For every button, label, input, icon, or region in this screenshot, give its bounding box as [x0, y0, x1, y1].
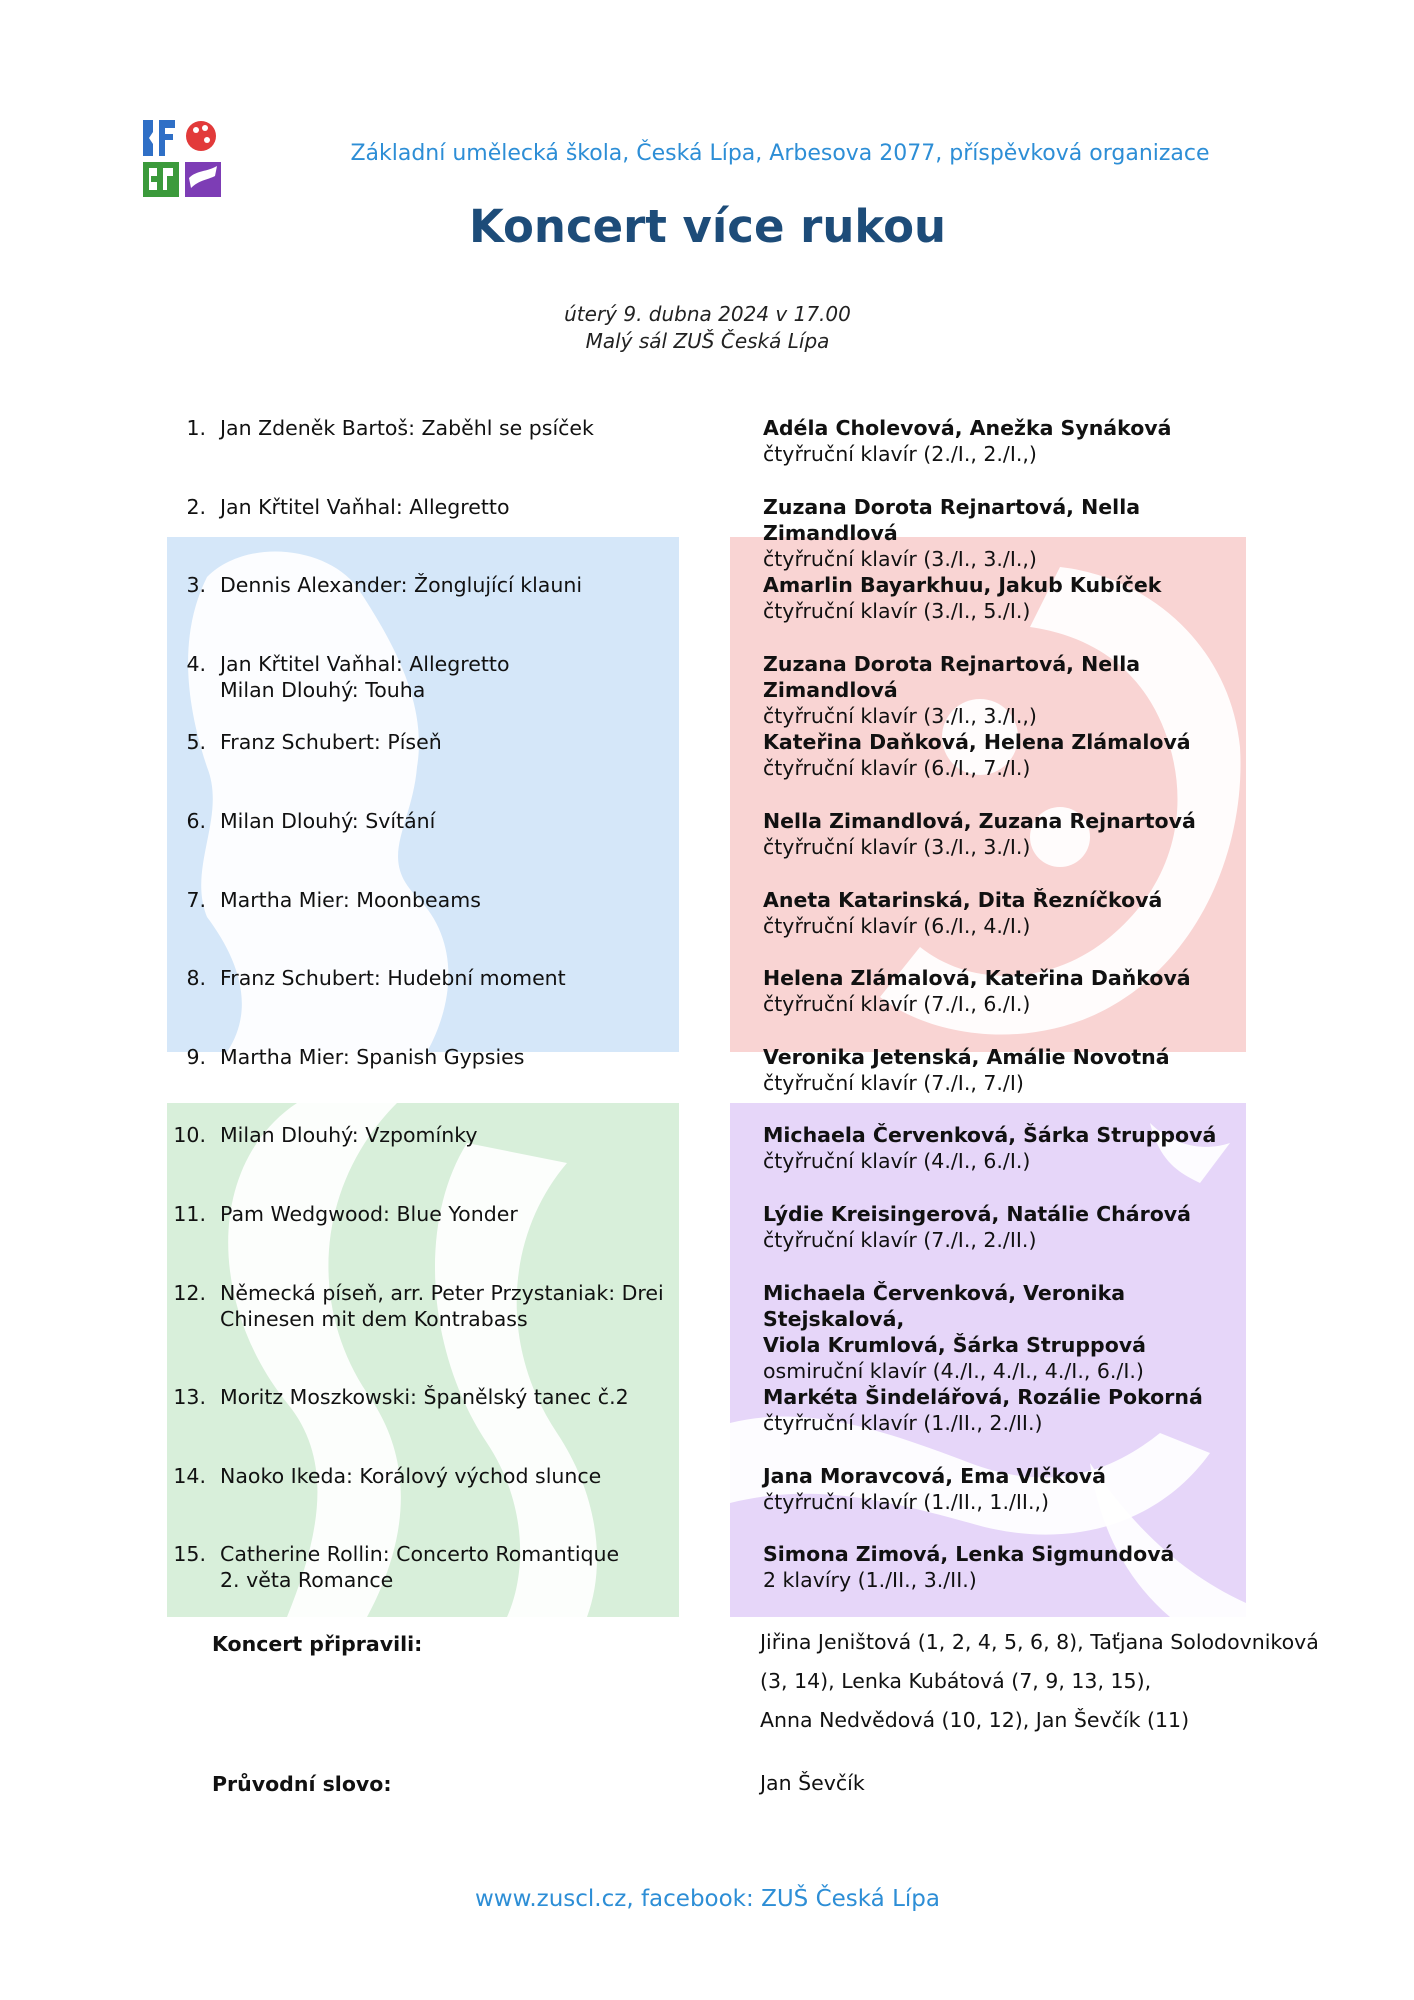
instrument-info: 2 klavíry (1./II., 3./II.) [763, 1568, 977, 1593]
program-piece [220, 1201, 680, 1227]
instrument-info: čtyřruční klavír (7./I., 7./I) [763, 1070, 1024, 1095]
program-piece [220, 1463, 680, 1489]
speech-label: Průvodní slovo: [212, 1772, 392, 1796]
performer-names: Markéta Šindelářová, Rozálie Pokorná [763, 1385, 1203, 1410]
piece-line: Dennis Alexander: Žonglující klauni [220, 573, 583, 598]
prepared-teachers [760, 1623, 1320, 1740]
program-performers [763, 651, 1233, 729]
performer-names: Nella Zimandlová, Zuzana Rejnartová [763, 809, 1196, 833]
prepared-line: Anna Nedvědová (10, 12), Jan Ševčík (11) [760, 1708, 1190, 1732]
prepared-line: (3, 14), Lenka Kubátová (7, 9, 13, 15), [760, 1669, 1152, 1693]
program-piece [220, 1280, 680, 1332]
program-performers [763, 494, 1233, 572]
performer-names: Lýdie Kreisingerová, Natálie Chárová [763, 1202, 1191, 1226]
piece-line: Naoko Ikeda: Korálový východ slunce [220, 1463, 602, 1488]
program-number: 14. [173, 1463, 206, 1488]
program-number: 5. [186, 730, 206, 755]
performer-names: Simona Zimová, Lenka Sigmundová [763, 1542, 1175, 1567]
program-piece [220, 1384, 680, 1410]
instrument-info: čtyřruční klavír (3./I., 3./I.) [763, 835, 1031, 859]
program-performers [763, 572, 1233, 624]
background-panel-green [167, 1103, 679, 1617]
performer-names: Viola Krumlová, Šárka Struppová [763, 1332, 1147, 1357]
concert-date: úterý 9. dubna 2024 v 17.00 [564, 302, 851, 326]
performer-names: Kateřina Daňková, Helena Zlámalová [763, 730, 1191, 755]
silhouette-shapes [167, 1103, 679, 1617]
footer-links: www.zuscl.cz, facebook: ZUŠ Česká Lípa [475, 1886, 940, 1912]
performer-names: Amarlin Bayarkhuu, Jakub Kubíček [763, 573, 1162, 598]
program-number: 3. [186, 573, 206, 598]
program-number: 1. [186, 416, 206, 440]
concert-venue: Malý sál ZUŠ Česká Lípa [585, 329, 830, 353]
piece-line: Milan Dlouhý: Svítání [220, 809, 436, 833]
piece-line: Pam Wedgwood: Blue Yonder [220, 1202, 518, 1226]
instrument-info: čtyřruční klavír (3./I., 3./I.,) [763, 546, 1037, 571]
instrument-info: čtyřruční klavír (1./II., 1./II.,) [763, 1489, 1049, 1514]
program-performers [763, 808, 1233, 860]
program-piece [220, 965, 680, 991]
instrument-info: čtyřruční klavír (7./I., 6./I.) [763, 992, 1031, 1017]
piece-line: Německá píseň, arr. Peter Przystaniak: Drei [220, 1280, 664, 1305]
program-number: 9. [186, 1044, 206, 1069]
program-piece [220, 1541, 680, 1593]
program-performers [763, 1201, 1233, 1253]
instrument-info: osmiruční klavír (4./I., 4./I., 4./I., 6./I.) [763, 1358, 1144, 1383]
instrument-info: čtyřruční klavír (3./I., 5./I.) [763, 599, 1031, 624]
program-performers [763, 1541, 1233, 1593]
program-performers [763, 1280, 1233, 1384]
program-number: 10. [173, 1123, 206, 1148]
piece-line: Jan Křtitel Vaňhal: Allegretto [220, 651, 510, 676]
performer-names: Michaela Červenková, Šárka Struppová [763, 1123, 1217, 1148]
program-piece [220, 415, 680, 441]
school-name: Základní umělecká škola, Česká Lípa, Arbesova 2077, příspěvková organizace [350, 141, 1210, 166]
piece-line: Jan Zdeněk Bartoš: Zaběhl se psíček [220, 416, 594, 440]
program-performers [763, 965, 1233, 1017]
performer-names: Veronika Jetenská, Amálie Novotná [763, 1044, 1170, 1069]
program-performers [763, 415, 1233, 467]
program-piece [220, 1122, 680, 1148]
piece-line: Martha Mier: Moonbeams [220, 887, 481, 912]
performer-names: Helena Zlámalová, Kateřina Daňková [763, 966, 1191, 991]
program-performers [763, 729, 1233, 781]
piece-line: Franz Schubert: Píseň [220, 730, 442, 755]
performer-names: Aneta Katarinská, Dita Řezníčková [763, 887, 1163, 912]
program-piece [220, 1044, 680, 1070]
performer-names: Michaela Červenková, Veronika Stejskalová, [763, 1280, 1126, 1331]
program-performers [763, 1044, 1233, 1096]
instrument-info: čtyřruční klavír (6./I., 7./I.) [763, 756, 1031, 781]
performer-names: Adéla Cholevová, Anežka Synáková [763, 416, 1172, 440]
program-number: 8. [186, 966, 206, 991]
school-logo [141, 118, 223, 199]
program-number: 6. [186, 809, 206, 833]
performer-names: Zuzana Dorota Rejnartová, Nella Zimandlová [763, 651, 1141, 702]
program-number: 11. [173, 1202, 206, 1226]
instrument-info: čtyřruční klavír (6./I., 4./I.) [763, 913, 1031, 938]
program-number: 13. [173, 1385, 206, 1410]
program-performers [763, 1384, 1233, 1436]
piece-line: Catherine Rollin: Concerto Romantique [220, 1542, 620, 1567]
performer-names: Jana Moravcová, Ema Vlčková [763, 1463, 1106, 1488]
program-performers [763, 1122, 1233, 1174]
program-piece [220, 494, 680, 520]
program-number: 4. [186, 651, 206, 676]
instrument-info: čtyřruční klavír (3./I., 3./I.,) [763, 703, 1037, 728]
performer-names: Zuzana Dorota Rejnartová, Nella Zimandlová [763, 494, 1141, 545]
prepared-line: Jiřina Jeništová (1, 2, 4, 5, 6, 8), Taťjana Solodovniková [760, 1630, 1319, 1654]
piece-line: Jan Křtitel Vaňhal: Allegretto [220, 494, 510, 519]
instrument-info: čtyřruční klavír (4./I., 6./I.) [763, 1149, 1031, 1174]
program-piece [220, 729, 680, 755]
program-piece [220, 887, 680, 913]
piece-line: Martha Mier: Spanish Gypsies [220, 1044, 525, 1069]
instrument-info: čtyřruční klavír (7./I., 2./II.) [763, 1228, 1037, 1252]
program-performers [763, 887, 1233, 939]
program-piece [220, 572, 680, 598]
program-number: 15. [173, 1542, 206, 1567]
piece-line: Milan Dlouhý: Vzpomínky [220, 1123, 478, 1148]
program-number: 2. [186, 494, 206, 519]
concert-title: Koncert více rukou [468, 200, 947, 253]
instrument-info: čtyřruční klavír (2./I., 2./I.,) [763, 442, 1037, 466]
program-performers [763, 1463, 1233, 1515]
program-number: 7. [186, 887, 206, 912]
program-piece [220, 808, 680, 834]
program-number: 12. [173, 1280, 206, 1305]
piece-line: Moritz Moszkowski: Španělský tanec č.2 [220, 1385, 629, 1410]
piece-line: Chinesen mit dem Kontrabass [220, 1306, 528, 1331]
instrument-info: čtyřruční klavír (1./II., 2./II.) [763, 1411, 1043, 1436]
piece-line: Franz Schubert: Hudební moment [220, 966, 566, 991]
program-piece [220, 651, 680, 703]
piece-line: 2. věta Romance [220, 1568, 394, 1593]
prepared-label: Koncert připravili: [212, 1632, 423, 1656]
speech-value: Jan Ševčík [760, 1771, 865, 1795]
piece-line: Milan Dlouhý: Touha [220, 677, 426, 702]
